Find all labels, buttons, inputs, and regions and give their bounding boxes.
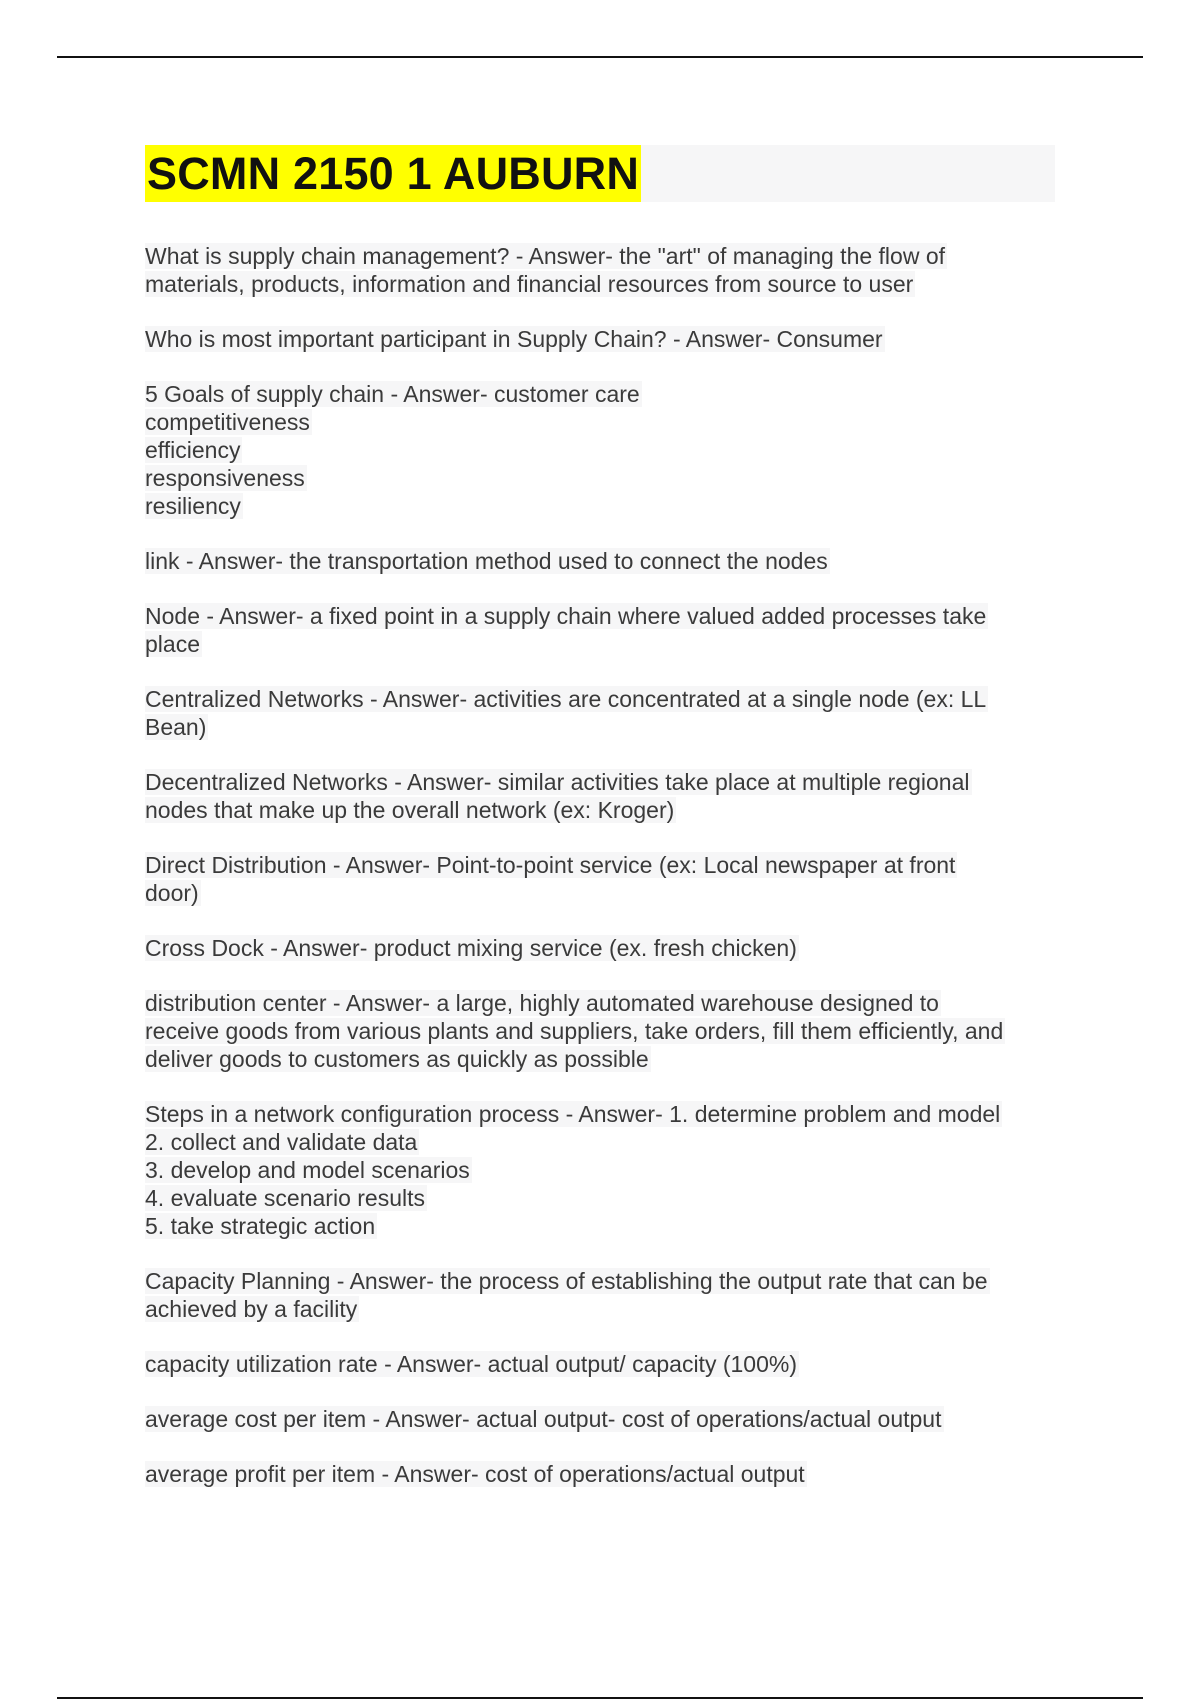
qa-line-text: Centralized Networks - Answer- activities are concentrated at a single node (ex: LL xyxy=(145,686,987,712)
qa-line xyxy=(145,685,1055,713)
qa-line-text: 5 Goals of supply chain - Answer- customer care xyxy=(145,381,640,407)
qa-line xyxy=(145,1017,1055,1045)
qa-line xyxy=(145,934,1055,962)
qa-line xyxy=(145,1156,1055,1184)
qa-entry xyxy=(145,242,1055,298)
qa-line xyxy=(145,1128,1055,1156)
qa-entry xyxy=(145,851,1055,907)
qa-line xyxy=(145,1295,1055,1323)
qa-entry xyxy=(145,1350,1055,1378)
qa-line xyxy=(145,1045,1055,1073)
qa-line-text: deliver goods to customers as quickly as possible xyxy=(145,1046,649,1072)
qa-line-text: resiliency xyxy=(145,493,241,519)
qa-line xyxy=(145,768,1055,796)
document-title: SCMN 2150 1 AUBURN xyxy=(145,145,641,202)
qa-entry xyxy=(145,1405,1055,1433)
qa-line xyxy=(145,602,1055,630)
qa-line-text: What is supply chain management? - Answer- the "art" of managing the flow of xyxy=(145,243,946,269)
qa-line xyxy=(145,713,1055,741)
qa-line-text: place xyxy=(145,631,200,657)
qa-line-text: 2. collect and validate data xyxy=(145,1129,418,1155)
qa-line-text: receive goods from various plants and suppliers, take orders, fill them efficiently, and xyxy=(145,1018,1004,1044)
qa-line-text: average cost per item - Answer- actual output- cost of operations/actual output xyxy=(145,1406,942,1432)
qa-entry xyxy=(145,685,1055,741)
top-rule xyxy=(57,56,1143,58)
qa-line-text: Steps in a network configuration process - Answer- 1. determine problem and model xyxy=(145,1101,1001,1127)
qa-line xyxy=(145,1405,1055,1433)
qa-line-text: 4. evaluate scenario results xyxy=(145,1185,425,1211)
qa-line-text: door) xyxy=(145,880,199,906)
qa-line xyxy=(145,630,1055,658)
qa-line-text: responsiveness xyxy=(145,465,305,491)
qa-entry xyxy=(145,380,1055,520)
qa-entry xyxy=(145,325,1055,353)
bottom-rule xyxy=(57,1697,1143,1699)
qa-line xyxy=(145,270,1055,298)
qa-line-text: 3. develop and model scenarios xyxy=(145,1157,470,1183)
qa-line-text: materials, products, information and financial resources from source to user xyxy=(145,271,914,297)
qa-line xyxy=(145,1212,1055,1240)
qa-line xyxy=(145,492,1055,520)
qa-line xyxy=(145,796,1055,824)
document-body xyxy=(145,145,1055,1515)
qa-line-text: nodes that make up the overall network (ex: Kroger) xyxy=(145,797,675,823)
qa-line xyxy=(145,851,1055,879)
qa-line-text: distribution center - Answer- a large, highly automated warehouse designed to xyxy=(145,990,939,1016)
qa-entry xyxy=(145,1460,1055,1488)
qa-line-text: capacity utilization rate - Answer- actual output/ capacity (100%) xyxy=(145,1351,797,1377)
qa-line xyxy=(145,325,1055,353)
qa-line-text: achieved by a facility xyxy=(145,1296,358,1322)
qa-line-text: Cross Dock - Answer- product mixing service (ex. fresh chicken) xyxy=(145,935,797,961)
qa-line-text: average profit per item - Answer- cost of operations/actual output xyxy=(145,1461,805,1487)
qa-line xyxy=(145,1350,1055,1378)
qa-line-text: link - Answer- the transportation method used to connect the nodes xyxy=(145,548,828,574)
qa-entry xyxy=(145,989,1055,1073)
qa-line xyxy=(145,380,1055,408)
qa-line xyxy=(145,408,1055,436)
qa-list xyxy=(145,242,1055,1488)
qa-line-text: competitiveness xyxy=(145,409,310,435)
qa-line xyxy=(145,464,1055,492)
qa-line-text: Who is most important participant in Supply Chain? - Answer- Consumer xyxy=(145,326,883,352)
qa-line xyxy=(145,879,1055,907)
qa-line-text: Bean) xyxy=(145,714,207,740)
qa-line-text: Capacity Planning - Answer- the process of establishing the output rate that can be xyxy=(145,1268,988,1294)
qa-line xyxy=(145,242,1055,270)
qa-line-text: Direct Distribution - Answer- Point-to-point service (ex: Local newspaper at front xyxy=(145,852,956,878)
qa-line xyxy=(145,1100,1055,1128)
title-band xyxy=(145,145,1055,202)
qa-entry xyxy=(145,547,1055,575)
qa-line xyxy=(145,1460,1055,1488)
qa-entry xyxy=(145,1267,1055,1323)
qa-line xyxy=(145,436,1055,464)
qa-entry xyxy=(145,768,1055,824)
qa-entry xyxy=(145,1100,1055,1240)
qa-line xyxy=(145,547,1055,575)
qa-line-text: Decentralized Networks - Answer- similar activities take place at multiple regional xyxy=(145,769,970,795)
qa-entry xyxy=(145,602,1055,658)
qa-line xyxy=(145,1184,1055,1212)
qa-line-text: efficiency xyxy=(145,437,241,463)
qa-line xyxy=(145,1267,1055,1295)
qa-line-text: Node - Answer- a fixed point in a supply chain where valued added processes take xyxy=(145,603,987,629)
qa-line-text: 5. take strategic action xyxy=(145,1213,376,1239)
qa-entry xyxy=(145,934,1055,962)
qa-line xyxy=(145,989,1055,1017)
